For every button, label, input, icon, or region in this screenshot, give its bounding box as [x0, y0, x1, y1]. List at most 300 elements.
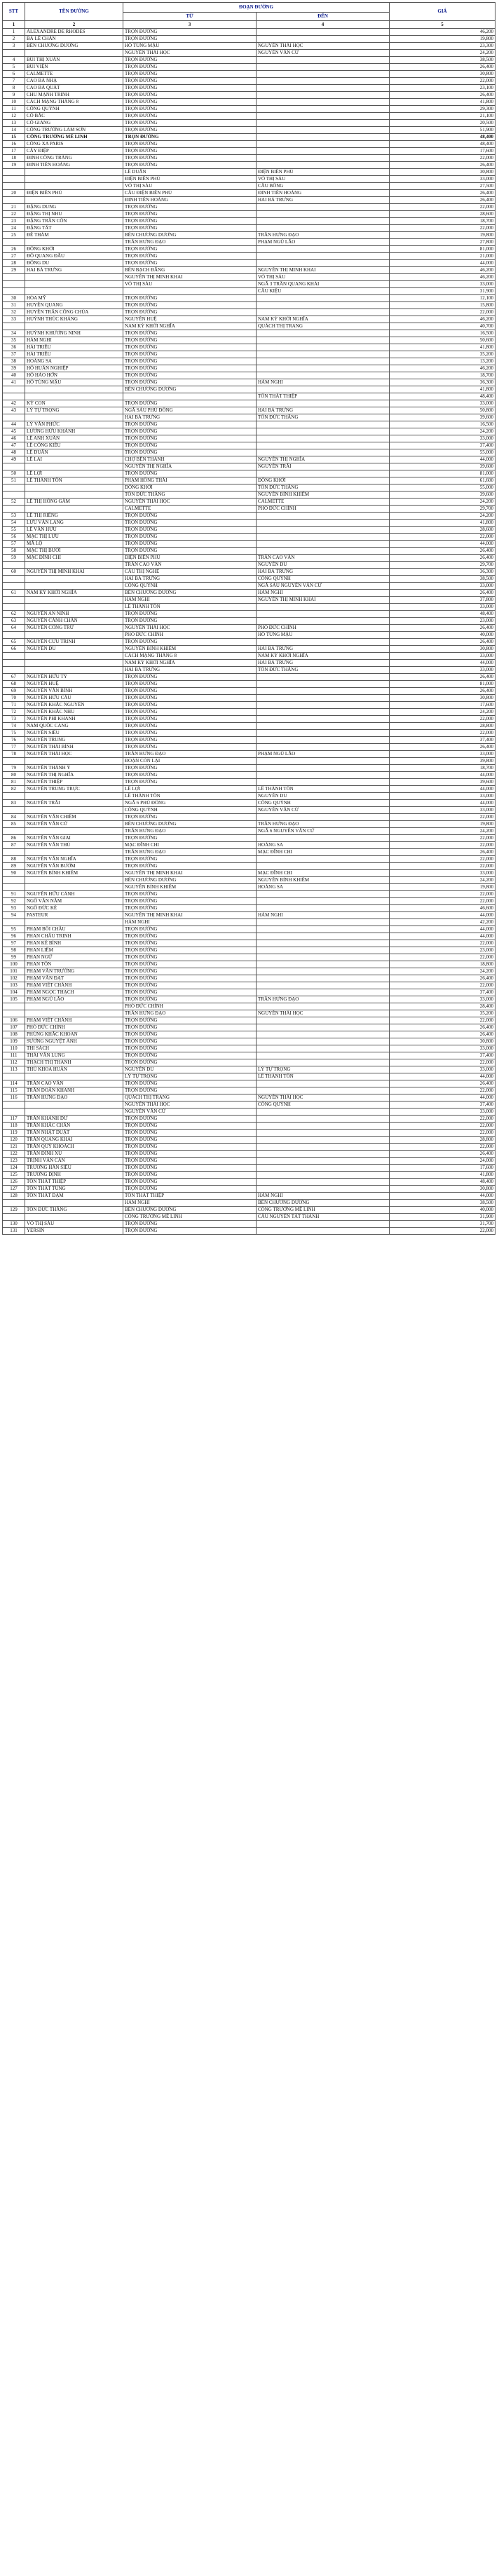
- row-price: 24,200: [390, 877, 495, 884]
- table-row: [3, 947, 495, 954]
- row-to: [257, 71, 390, 78]
- row-price: 81,000: [390, 470, 495, 477]
- row-to: [257, 29, 390, 36]
- row-price: 36,300: [390, 569, 495, 576]
- row-to: [257, 688, 390, 695]
- row-to: [257, 905, 390, 912]
- row-stt: 27: [3, 253, 25, 260]
- row-street-name: ĐẶNG TRẦN CÔN: [25, 218, 123, 225]
- row-street-name: ĐỒNG KHỞI: [25, 246, 123, 253]
- row-to: [257, 372, 390, 379]
- row-price: 30,800: [390, 71, 495, 78]
- table-row: [3, 513, 495, 520]
- row-street-name: [25, 169, 123, 176]
- row-from: TRỌN ĐƯỜNG: [123, 1031, 257, 1038]
- row-street-name: [25, 281, 123, 288]
- row-stt: 131: [3, 1228, 25, 1235]
- row-street-name: [25, 884, 123, 891]
- row-to: TÔN THẤT THIỆP: [257, 393, 390, 400]
- row-street-name: [25, 793, 123, 800]
- table-row: [3, 365, 495, 372]
- row-to: NAM KỲ KHỞI NGHĨA: [257, 653, 390, 660]
- row-price: 38,500: [390, 576, 495, 583]
- row-street-name: NGUYỄN VĂN GIAI: [25, 835, 123, 842]
- row-street-name: TRẦN QUANG KHẢI: [25, 1137, 123, 1144]
- table-row: [3, 400, 495, 407]
- row-from: TRỌN ĐƯỜNG: [123, 428, 257, 435]
- row-street-name: PHẠM NGỌC THẠCH: [25, 989, 123, 996]
- table-row: [3, 85, 495, 92]
- table-row: [3, 681, 495, 688]
- row-to: HAI BÀ TRƯNG: [257, 569, 390, 576]
- row-price: 26,400: [390, 1080, 495, 1087]
- col-number: 5: [390, 21, 495, 29]
- row-street-name: [25, 1073, 123, 1080]
- table-row: [3, 330, 495, 337]
- row-price: 33,000: [390, 1045, 495, 1052]
- row-to: [257, 1045, 390, 1052]
- table-row: [3, 898, 495, 905]
- table-row: [3, 723, 495, 730]
- row-price: 22,000: [390, 814, 495, 821]
- row-street-name: TRƯƠNG HÁN SIÊU: [25, 1165, 123, 1172]
- row-to: [257, 1179, 390, 1186]
- row-street-name: [25, 1101, 123, 1109]
- table-row: [3, 323, 495, 330]
- row-price: 33,000: [390, 996, 495, 1003]
- row-street-name: NGUYỄN HỮU TÝ: [25, 674, 123, 681]
- table-row: [3, 639, 495, 646]
- row-from: HÀM NGHI: [123, 597, 257, 604]
- table-row: [3, 919, 495, 926]
- col-number: 2: [25, 21, 123, 29]
- row-to: HÀM NGHI: [257, 1193, 390, 1200]
- row-price: 22,000: [390, 863, 495, 870]
- row-to: [257, 148, 390, 155]
- row-from: TRỌN ĐƯỜNG: [123, 85, 257, 92]
- row-price: 19,800: [390, 821, 495, 828]
- row-from: TRỌN ĐƯỜNG: [123, 1228, 257, 1235]
- table-row: [3, 1073, 495, 1080]
- col-number: 4: [257, 21, 390, 29]
- row-street-name: HUỲNH KHƯƠNG NINH: [25, 330, 123, 337]
- row-from: TRỌN ĐƯỜNG: [123, 1038, 257, 1045]
- row-price: 24,200: [390, 709, 495, 716]
- table-row: [3, 842, 495, 849]
- row-price: 33,000: [390, 400, 495, 407]
- row-price: 22,000: [390, 225, 495, 232]
- row-street-name: LÊ CÔNG KIỀU: [25, 442, 123, 449]
- row-to: NGUYỄN DU: [257, 562, 390, 569]
- table-row: [3, 786, 495, 793]
- row-stt: 102: [3, 975, 25, 982]
- row-price: 28,600: [390, 211, 495, 218]
- table-row: [3, 127, 495, 134]
- row-street-name: [25, 274, 123, 281]
- row-to: [257, 926, 390, 933]
- row-street-name: CAO BÁ QUÁT: [25, 85, 123, 92]
- row-stt: 121: [3, 1144, 25, 1151]
- table-row: [3, 1031, 495, 1038]
- table-row: [3, 548, 495, 555]
- row-stt: [3, 506, 25, 513]
- row-street-name: PHAN CHÂU TRINH: [25, 933, 123, 940]
- table-row: [3, 716, 495, 723]
- row-price: 44,000: [390, 541, 495, 548]
- row-street-name: ĐỖ QUANG ĐẨU: [25, 253, 123, 260]
- row-street-name: PHẠM BỒI CHÂU: [25, 926, 123, 933]
- row-stt: [3, 576, 25, 583]
- row-stt: 87: [3, 842, 25, 849]
- row-street-name: NGUYỄN THỊ MINH KHAI: [25, 569, 123, 576]
- row-stt: 15: [3, 134, 25, 141]
- row-stt: 17: [3, 148, 25, 155]
- row-to: [257, 954, 390, 961]
- row-stt: 85: [3, 821, 25, 828]
- row-from: TRỌN ĐƯỜNG: [123, 127, 257, 134]
- row-from: TRỌN ĐƯỜNG: [123, 968, 257, 975]
- row-stt: 127: [3, 1186, 25, 1193]
- row-from: BẾN CHƯƠNG DƯƠNG: [123, 590, 257, 597]
- row-street-name: HAI BÀ TRƯNG: [25, 267, 123, 274]
- row-stt: 86: [3, 835, 25, 842]
- row-to: [257, 1059, 390, 1066]
- row-street-name: NAM QUỐC CANG: [25, 723, 123, 730]
- row-price: 23,100: [390, 85, 495, 92]
- row-to: NGUYỄN VĂN CỪ: [257, 50, 390, 57]
- table-row: [3, 821, 495, 828]
- row-price: 27,800: [390, 239, 495, 246]
- row-price: 37,400: [390, 1052, 495, 1059]
- table-row: [3, 933, 495, 940]
- row-to: [257, 1165, 390, 1172]
- row-price: 30,800: [390, 1186, 495, 1193]
- row-street-name: NGUYỄN TRUNG TRỰC: [25, 786, 123, 793]
- row-stt: 50: [3, 470, 25, 477]
- row-stt: 107: [3, 1024, 25, 1031]
- row-price: 22,000: [390, 856, 495, 863]
- row-street-name: [25, 849, 123, 856]
- row-street-name: NGUYỄN THÁI HỌC: [25, 751, 123, 758]
- row-stt: 95: [3, 926, 25, 933]
- row-street-name: CÔNG TRƯỜNG MÊ LINH: [25, 134, 123, 141]
- row-from: TRỌN ĐƯỜNG: [123, 611, 257, 618]
- row-from: TRỌN ĐƯỜNG: [123, 155, 257, 162]
- row-price: 30,800: [390, 646, 495, 653]
- row-stt: 68: [3, 681, 25, 688]
- row-to: [257, 344, 390, 351]
- table-row: [3, 905, 495, 912]
- row-from: TRỌN ĐƯỜNG: [123, 260, 257, 267]
- row-to: NGUYỄN VĂN CỪ: [257, 807, 390, 814]
- table-row: [3, 36, 495, 43]
- row-street-name: [25, 183, 123, 190]
- row-from: PHÓ ĐỨC CHÍNH: [123, 1003, 257, 1010]
- row-to: [257, 36, 390, 43]
- row-to: [257, 449, 390, 456]
- row-to: [257, 85, 390, 92]
- row-price: 41,800: [390, 386, 495, 393]
- table-row: [3, 358, 495, 365]
- row-to: [257, 386, 390, 393]
- row-stt: 46: [3, 435, 25, 442]
- row-to: [257, 604, 390, 611]
- row-stt: 22: [3, 211, 25, 218]
- col-header-street-name: TÊN ĐƯỜNG: [25, 3, 123, 21]
- table-row: [3, 50, 495, 57]
- row-street-name: HUỲNH THÚC KHÁNG: [25, 316, 123, 323]
- row-stt: 19: [3, 162, 25, 169]
- row-to: [257, 1221, 390, 1228]
- row-stt: 96: [3, 933, 25, 940]
- row-street-name: CÔNG TRƯỜNG LAM SƠN: [25, 127, 123, 134]
- row-price: 22,000: [390, 940, 495, 947]
- table-row: [3, 470, 495, 477]
- row-street-name: BÙI THỊ XUÂN: [25, 57, 123, 64]
- row-street-name: ALEXANDRE DE RHODES: [25, 29, 123, 36]
- row-from: LÝ TỰ TRỌNG: [123, 1073, 257, 1080]
- table-row: [3, 744, 495, 751]
- row-to: PHẠM NGŨ LÃO: [257, 239, 390, 246]
- row-price: 39,600: [390, 492, 495, 499]
- row-street-name: HỒ TÙNG MẬU: [25, 379, 123, 386]
- row-street-name: PHẠM NGŨ LÃO: [25, 996, 123, 1003]
- row-to: [257, 1003, 390, 1010]
- row-stt: [3, 849, 25, 856]
- row-street-name: PHAN NGỮ: [25, 954, 123, 961]
- table-row: [3, 1193, 495, 1200]
- row-from: BẾN CHƯƠNG DƯƠNG: [123, 386, 257, 393]
- row-stt: 129: [3, 1207, 25, 1214]
- row-stt: 4: [3, 57, 25, 64]
- row-stt: 101: [3, 968, 25, 975]
- table-row: [3, 835, 495, 842]
- row-from: TRỌN ĐƯỜNG: [123, 141, 257, 148]
- row-price: 26,400: [390, 555, 495, 562]
- table-row: [3, 106, 495, 113]
- row-from: TRẦN HƯNG ĐẠO: [123, 828, 257, 835]
- row-from: BẾN CHƯƠNG DƯƠNG: [123, 821, 257, 828]
- row-price: 33,000: [390, 435, 495, 442]
- row-street-name: THẠCH THỊ THANH: [25, 1059, 123, 1066]
- table-row: [3, 260, 495, 267]
- table-row: [3, 688, 495, 695]
- row-stt: 35: [3, 337, 25, 344]
- row-street-name: HOÀNG SA: [25, 358, 123, 365]
- row-from: LÊ THÁNH TÔN: [123, 604, 257, 611]
- row-from: TRỌN ĐƯỜNG: [123, 772, 257, 779]
- row-price: 19,800: [390, 36, 495, 43]
- table-row: [3, 618, 495, 625]
- row-stt: [3, 281, 25, 288]
- row-stt: 83: [3, 800, 25, 807]
- row-stt: [3, 583, 25, 590]
- row-price: 38,500: [390, 57, 495, 64]
- row-from: BẾN CHƯƠNG DƯƠNG: [123, 1207, 257, 1214]
- row-from: TRẦN CAO VÂN: [123, 562, 257, 569]
- row-stt: 114: [3, 1080, 25, 1087]
- row-stt: [3, 1010, 25, 1017]
- row-street-name: LÊ DUẨN: [25, 449, 123, 456]
- row-price: 23,000: [390, 947, 495, 954]
- table-row: [3, 576, 495, 583]
- row-street-name: [25, 414, 123, 421]
- row-price: 22,000: [390, 1087, 495, 1094]
- row-stt: [3, 1109, 25, 1116]
- row-to: LÊ THÁNH TÔN: [257, 1073, 390, 1080]
- table-row: [3, 1080, 495, 1087]
- row-price: 33,000: [390, 604, 495, 611]
- table-row: [3, 667, 495, 674]
- row-to: [257, 898, 390, 905]
- row-stt: 126: [3, 1179, 25, 1186]
- row-from: TRỌN ĐƯỜNG: [123, 253, 257, 260]
- row-stt: 3: [3, 43, 25, 50]
- row-to: [257, 1123, 390, 1130]
- row-street-name: NGUYỄN KHẮC NHU: [25, 709, 123, 716]
- row-from: TRỌN ĐƯỜNG: [123, 863, 257, 870]
- row-street-name: PHẠM VĂN ĐẠT: [25, 975, 123, 982]
- row-price: 33,000: [390, 583, 495, 590]
- row-price: 50,600: [390, 337, 495, 344]
- row-to: [257, 218, 390, 225]
- row-price: 35,200: [390, 351, 495, 358]
- row-to: [257, 513, 390, 520]
- row-street-name: LÊ VĂN HƯU: [25, 527, 123, 534]
- table-row: [3, 407, 495, 414]
- row-to: [257, 106, 390, 113]
- row-stt: [3, 414, 25, 421]
- row-from: TRỌN ĐƯỜNG: [123, 365, 257, 372]
- row-price: 28,600: [390, 527, 495, 534]
- row-to: ĐIỆN BIÊN PHỦ: [257, 169, 390, 176]
- row-from: VÕ THỊ SÁU: [123, 183, 257, 190]
- row-to: CỐNG QUỲNH: [257, 800, 390, 807]
- row-price: 30,800: [390, 169, 495, 176]
- row-street-name: BÙI VIỆN: [25, 64, 123, 71]
- row-street-name: NGUYỄN CỬU TRINH: [25, 639, 123, 646]
- table-row: [3, 288, 495, 295]
- row-price: 22,000: [390, 954, 495, 961]
- row-to: [257, 989, 390, 996]
- row-to: ĐỒNG KHỞI: [257, 477, 390, 484]
- row-from: TRỌN ĐƯỜNG: [123, 1186, 257, 1193]
- row-street-name: KÝ CON: [25, 400, 123, 407]
- row-price: 81,000: [390, 246, 495, 253]
- row-to: [257, 758, 390, 765]
- row-price: 29,700: [390, 506, 495, 513]
- table-row: [3, 828, 495, 835]
- row-to: [257, 1144, 390, 1151]
- row-stt: 31: [3, 302, 25, 309]
- row-street-name: PHÓ ĐỨC CHÍNH: [25, 1024, 123, 1031]
- row-from: TRỌN ĐƯỜNG: [123, 1059, 257, 1066]
- row-to: [257, 1186, 390, 1193]
- row-to: [257, 351, 390, 358]
- row-to: [257, 260, 390, 267]
- row-stt: [3, 492, 25, 499]
- table-row: [3, 64, 495, 71]
- row-from: TRỌN ĐƯỜNG: [123, 218, 257, 225]
- row-street-name: CALMETTE: [25, 71, 123, 78]
- row-to: [257, 127, 390, 134]
- row-to: NGUYỄN DU: [257, 793, 390, 800]
- row-to: VÕ THỊ SÁU: [257, 176, 390, 183]
- row-to: [257, 639, 390, 646]
- row-stt: [3, 660, 25, 667]
- row-from: TRỌN ĐƯỜNG: [123, 716, 257, 723]
- row-price: 48,400: [390, 141, 495, 148]
- row-price: 44,000: [390, 1073, 495, 1080]
- row-to: [257, 1109, 390, 1116]
- row-stt: [3, 793, 25, 800]
- row-street-name: PHẠM VIẾT CHÁNH: [25, 1017, 123, 1024]
- table-row: [3, 1087, 495, 1094]
- row-from: TRỌN ĐƯỜNG: [123, 982, 257, 989]
- row-price: 44,000: [390, 456, 495, 463]
- row-street-name: TRẦN DOÃN KHANH: [25, 1087, 123, 1094]
- row-street-name: [25, 1010, 123, 1017]
- row-to: [257, 330, 390, 337]
- row-price: 44,000: [390, 660, 495, 667]
- row-stt: 49: [3, 456, 25, 463]
- row-to: [257, 162, 390, 169]
- row-price: 40,000: [390, 632, 495, 639]
- table-row: [3, 232, 495, 239]
- table-row: [3, 541, 495, 548]
- row-price: 48,400: [390, 134, 495, 141]
- row-price: 38,500: [390, 1200, 495, 1207]
- row-street-name: PHẠM VIẾT CHÁNH: [25, 982, 123, 989]
- table-row: [3, 590, 495, 597]
- row-to: TRẦN CAO VÂN: [257, 555, 390, 562]
- row-price: 33,000: [390, 653, 495, 660]
- row-price: 26,400: [390, 674, 495, 681]
- row-street-name: [25, 484, 123, 492]
- row-to: [257, 442, 390, 449]
- row-to: NAM KỲ KHỞI NGHĨA: [257, 316, 390, 323]
- row-street-name: VÕ THỊ SÁU: [25, 1221, 123, 1228]
- row-from: LÊ THÁNH TÔN: [123, 793, 257, 800]
- row-from: TRỌN ĐƯỜNG: [123, 1179, 257, 1186]
- row-price: 46,200: [390, 267, 495, 274]
- row-to: [257, 730, 390, 737]
- row-stt: [3, 50, 25, 57]
- table-row: [3, 877, 495, 884]
- table-row: [3, 183, 495, 190]
- row-to: LÊ THÁNH TÔN: [257, 786, 390, 793]
- table-row: [3, 730, 495, 737]
- row-stt: [3, 828, 25, 835]
- row-stt: 88: [3, 856, 25, 863]
- row-stt: 73: [3, 716, 25, 723]
- row-stt: 41: [3, 379, 25, 386]
- row-price: 41,800: [390, 520, 495, 527]
- row-from: NGUYỄN THỊ MINH KHAI: [123, 912, 257, 919]
- row-from: ĐỒNG KHỞI: [123, 484, 257, 492]
- row-stt: 23: [3, 218, 25, 225]
- row-stt: 44: [3, 421, 25, 428]
- table-row: [3, 92, 495, 99]
- row-street-name: NGUYỄN THÀNH Ý: [25, 765, 123, 772]
- row-stt: 9: [3, 92, 25, 99]
- row-stt: 120: [3, 1137, 25, 1144]
- row-to: [257, 302, 390, 309]
- table-row: [3, 646, 495, 653]
- table-row: [3, 1172, 495, 1179]
- row-from: TRỌN ĐƯỜNG: [123, 1045, 257, 1052]
- table-row: [3, 793, 495, 800]
